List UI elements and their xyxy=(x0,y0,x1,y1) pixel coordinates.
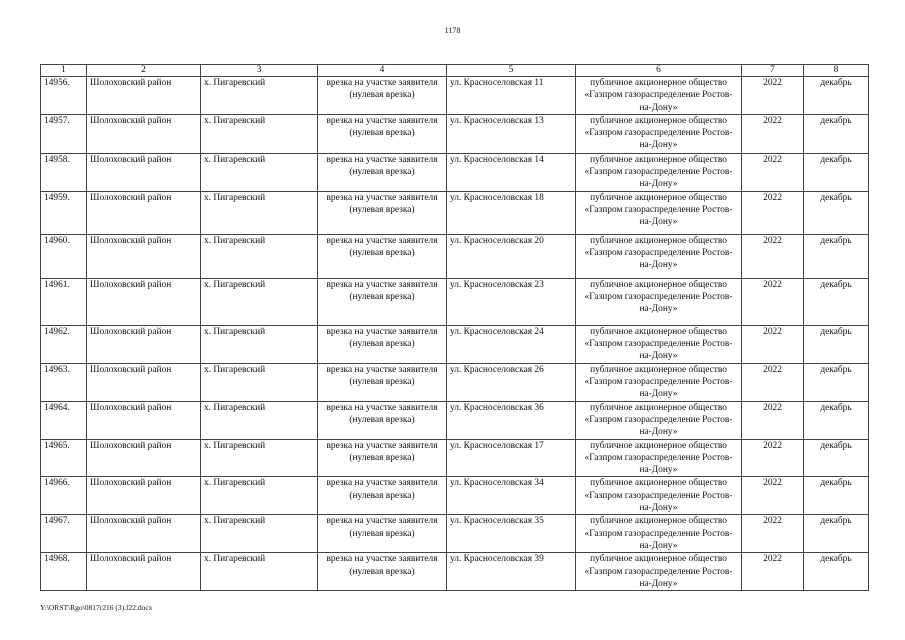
table-row xyxy=(41,191,869,234)
district-cell: Шолоховский район xyxy=(87,191,201,234)
organization-cell: публичное акционерное общество «Газпром газораспределение Ростов-на-Дону» xyxy=(576,477,742,515)
column-header: 1 xyxy=(41,65,87,77)
address-cell: ул. Красноселовская 20 xyxy=(447,234,576,278)
organization-cell: публичное акционерное общество «Газпром газораспределение Ростов-на-Дону» xyxy=(576,77,742,115)
row-number: 14958. xyxy=(41,153,87,191)
work-type-cell: врезка на участке заявителя (нулевая врезка) xyxy=(318,191,447,234)
work-type-cell: врезка на участке заявителя (нулевая врезка) xyxy=(318,515,447,553)
district-cell: Шолоховский район xyxy=(87,325,201,363)
table-row xyxy=(41,439,869,477)
work-type-cell: врезка на участке заявителя (нулевая врезка) xyxy=(318,325,447,363)
organization-cell: публичное акционерное общество «Газпром газораспределение Ростов-на-Дону» xyxy=(576,278,742,325)
table-row xyxy=(41,77,869,115)
row-number: 14956. xyxy=(41,77,87,115)
row-number: 14963. xyxy=(41,363,87,401)
row-number: 14962. xyxy=(41,325,87,363)
table-row xyxy=(41,477,869,515)
month-cell: декабрь xyxy=(804,363,869,401)
organization-cell: публичное акционерное общество «Газпром газораспределение Ростов-на-Дону» xyxy=(576,439,742,477)
document-file-path: Y:\ORST\Rgo\0817r216 (3).f22.docx xyxy=(40,603,153,612)
address-cell: ул. Красноселовская 14 xyxy=(447,153,576,191)
row-number: 14960. xyxy=(41,234,87,278)
month-cell: декабрь xyxy=(804,191,869,234)
year-cell: 2022 xyxy=(742,515,804,553)
year-cell: 2022 xyxy=(742,477,804,515)
table-row xyxy=(41,515,869,553)
work-type-cell: врезка на участке заявителя (нулевая врезка) xyxy=(318,114,447,153)
organization-cell: публичное акционерное общество «Газпром газораспределение Ростов-на-Дону» xyxy=(576,363,742,401)
locality-cell: х. Пигаревский xyxy=(201,515,318,553)
locality-cell: х. Пигаревский xyxy=(201,363,318,401)
table-body xyxy=(41,77,869,591)
locality-cell: х. Пигаревский xyxy=(201,234,318,278)
month-cell: декабрь xyxy=(804,77,869,115)
organization-cell: публичное акционерное общество «Газпром газораспределение Ростов-на-Дону» xyxy=(576,191,742,234)
table-row xyxy=(41,401,869,439)
district-cell: Шолоховский район xyxy=(87,278,201,325)
row-number: 14964. xyxy=(41,401,87,439)
work-type-cell: врезка на участке заявителя (нулевая врезка) xyxy=(318,401,447,439)
district-cell: Шолоховский район xyxy=(87,114,201,153)
district-cell: Шолоховский район xyxy=(87,363,201,401)
table-row xyxy=(41,325,869,363)
address-cell: ул. Красноселовская 36 xyxy=(447,401,576,439)
column-header: 5 xyxy=(447,65,576,77)
address-cell: ул. Красноселовская 39 xyxy=(447,553,576,591)
organization-cell: публичное акционерное общество «Газпром газораспределение Ростов-на-Дону» xyxy=(576,401,742,439)
address-cell: ул. Красноселовская 13 xyxy=(447,114,576,153)
table-row xyxy=(41,278,869,325)
year-cell: 2022 xyxy=(742,439,804,477)
row-number: 14966. xyxy=(41,477,87,515)
work-type-cell: врезка на участке заявителя (нулевая врезка) xyxy=(318,553,447,591)
district-cell: Шолоховский район xyxy=(87,553,201,591)
locality-cell: х. Пигаревский xyxy=(201,477,318,515)
column-header: 7 xyxy=(742,65,804,77)
row-number: 14967. xyxy=(41,515,87,553)
month-cell: декабрь xyxy=(804,401,869,439)
month-cell: декабрь xyxy=(804,278,869,325)
district-cell: Шолоховский район xyxy=(87,477,201,515)
organization-cell: публичное акционерное общество «Газпром газораспределение Ростов-на-Дону» xyxy=(576,325,742,363)
month-cell: декабрь xyxy=(804,234,869,278)
row-number: 14965. xyxy=(41,439,87,477)
month-cell: декабрь xyxy=(804,515,869,553)
locality-cell: х. Пигаревский xyxy=(201,401,318,439)
month-cell: декабрь xyxy=(804,325,869,363)
locality-cell: х. Пигаревский xyxy=(201,114,318,153)
address-cell: ул. Красноселовская 24 xyxy=(447,325,576,363)
locality-cell: х. Пигаревский xyxy=(201,439,318,477)
row-number: 14959. xyxy=(41,191,87,234)
address-cell: ул. Красноселовская 18 xyxy=(447,191,576,234)
column-header: 6 xyxy=(576,65,742,77)
organization-cell: публичное акционерное общество «Газпром газораспределение Ростов-на-Дону» xyxy=(576,515,742,553)
district-cell: Шолоховский район xyxy=(87,234,201,278)
page-number: 1178 xyxy=(444,26,461,35)
district-cell: Шолоховский район xyxy=(87,515,201,553)
address-cell: ул. Красноселовская 26 xyxy=(447,363,576,401)
address-cell: ул. Красноселовская 23 xyxy=(447,278,576,325)
district-cell: Шолоховский район xyxy=(87,77,201,115)
column-header: 4 xyxy=(318,65,447,77)
month-cell: декабрь xyxy=(804,477,869,515)
district-cell: Шолоховский район xyxy=(87,439,201,477)
table-row xyxy=(41,553,869,591)
year-cell: 2022 xyxy=(742,153,804,191)
row-number: 14961. xyxy=(41,278,87,325)
year-cell: 2022 xyxy=(742,363,804,401)
year-cell: 2022 xyxy=(742,278,804,325)
table-row xyxy=(41,114,869,153)
work-type-cell: врезка на участке заявителя (нулевая врезка) xyxy=(318,234,447,278)
address-cell: ул. Красноселовская 17 xyxy=(447,439,576,477)
year-cell: 2022 xyxy=(742,114,804,153)
column-header: 8 xyxy=(804,65,869,77)
year-cell: 2022 xyxy=(742,234,804,278)
table-row xyxy=(41,234,869,278)
register-table xyxy=(40,64,869,591)
column-number-row xyxy=(41,65,869,77)
locality-cell: х. Пигаревский xyxy=(201,191,318,234)
work-type-cell: врезка на участке заявителя (нулевая врезка) xyxy=(318,363,447,401)
work-type-cell: врезка на участке заявителя (нулевая врезка) xyxy=(318,477,447,515)
address-cell: ул. Красноселовская 34 xyxy=(447,477,576,515)
column-header: 3 xyxy=(201,65,318,77)
year-cell: 2022 xyxy=(742,77,804,115)
locality-cell: х. Пигаревский xyxy=(201,278,318,325)
organization-cell: публичное акционерное общество «Газпром газораспределение Ростов-на-Дону» xyxy=(576,553,742,591)
table-row xyxy=(41,153,869,191)
district-cell: Шолоховский район xyxy=(87,153,201,191)
locality-cell: х. Пигаревский xyxy=(201,325,318,363)
year-cell: 2022 xyxy=(742,325,804,363)
month-cell: декабрь xyxy=(804,439,869,477)
locality-cell: х. Пигаревский xyxy=(201,77,318,115)
year-cell: 2022 xyxy=(742,553,804,591)
month-cell: декабрь xyxy=(804,114,869,153)
organization-cell: публичное акционерное общество «Газпром газораспределение Ростов-на-Дону» xyxy=(576,234,742,278)
column-header: 2 xyxy=(87,65,201,77)
organization-cell: публичное акционерное общество «Газпром газораспределение Ростов-на-Дону» xyxy=(576,114,742,153)
table-row xyxy=(41,363,869,401)
locality-cell: х. Пигаревский xyxy=(201,553,318,591)
locality-cell: х. Пигаревский xyxy=(201,153,318,191)
work-type-cell: врезка на участке заявителя (нулевая врезка) xyxy=(318,153,447,191)
organization-cell: публичное акционерное общество «Газпром газораспределение Ростов-на-Дону» xyxy=(576,153,742,191)
work-type-cell: врезка на участке заявителя (нулевая врезка) xyxy=(318,278,447,325)
row-number: 14957. xyxy=(41,114,87,153)
work-type-cell: врезка на участке заявителя (нулевая врезка) xyxy=(318,439,447,477)
row-number: 14968. xyxy=(41,553,87,591)
year-cell: 2022 xyxy=(742,401,804,439)
address-cell: ул. Красноселовская 35 xyxy=(447,515,576,553)
month-cell: декабрь xyxy=(804,553,869,591)
year-cell: 2022 xyxy=(742,191,804,234)
month-cell: декабрь xyxy=(804,153,869,191)
district-cell: Шолоховский район xyxy=(87,401,201,439)
address-cell: ул. Красноселовская 11 xyxy=(447,77,576,115)
work-type-cell: врезка на участке заявителя (нулевая врезка) xyxy=(318,77,447,115)
